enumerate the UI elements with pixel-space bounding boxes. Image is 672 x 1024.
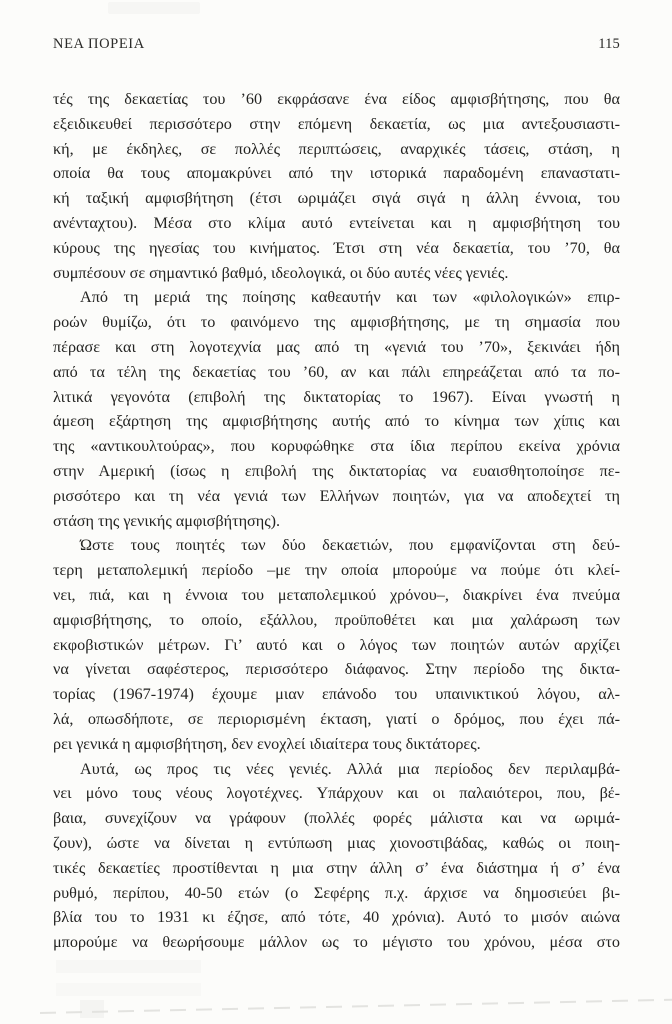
text-line: συμπέσουν σε σημαντικό βαθμό, ιδεολογικά, οι δύο αυτές νέες γενιές. xyxy=(53,263,509,282)
text-line: ρει γενικά η αμφισβήτηση, δεν ενοχλεί ιδιαίτερα τους δικτάτορες. xyxy=(53,734,481,753)
text-line: Από τη μεριά της ποίησης καθεαυτήν και των «φιλολογικών» επιρ- xyxy=(80,288,620,307)
text-line: λά, οπωσδήποτε, σε περιορισμένη έκταση, γιατί ο δρόμος, που έχει πά- xyxy=(53,709,620,728)
text-line: βλία του το 1931 κι έζησε, από τότε, 40 χρόνια). Αυτό το μισόν αιώνα xyxy=(53,908,620,927)
text-line: βαια, συνεχίζουν να γράφουν (πολλές φορές μάλιστα και να ωριμά- xyxy=(53,809,620,828)
text-line: ροών θυμίζω, ότι το φαινόμενο της αμφισβήτησης, με τη σημασία που xyxy=(53,313,620,332)
paragraph xyxy=(53,87,620,285)
paragraph xyxy=(53,533,620,756)
text-line: τές της δεκαετίας του ’60 εκφράσανε ένα είδος αμφισβήτησης, που θα xyxy=(53,90,620,108)
text-line: λιτικά γεγονότα (επιβολή της δικτατορίας το 1967). Είναι γνωστή η xyxy=(53,387,620,406)
scan-artifact-edge-line xyxy=(40,999,672,1014)
text-line: να γίνεται σαφέστερος, περισσότερο διάφανος. Στην περίοδο της δικτα- xyxy=(53,660,620,679)
paragraph xyxy=(53,757,620,955)
text-line: στάση της γενικής αμφισβήτησης). xyxy=(53,511,281,530)
running-title: ΝΕΑ ΠΟΡΕΙΑ xyxy=(53,36,145,52)
scan-artifact-top xyxy=(108,2,200,14)
text-line: Αυτά, ως προς τις νέες γενιές. Αλλά μια περίοδος δεν περιλαμβά- xyxy=(80,759,620,778)
text-line: τερη μεταπολεμική περίοδο –με την οποία μπορούμε να πούμε ότι κλεί- xyxy=(53,561,620,580)
text-line: κή ταξική αμφισβήτηση (έτσι ωριμάζει σιγά σιγά η άλλη έννοια, του xyxy=(53,189,620,208)
text-line: νει μόνο τους νέους λογοτέχνες. Υπάρχουν και οι παλαιότεροι, που, βέ- xyxy=(53,784,620,803)
text-line: κύρους της ηγεσίας του κινήματος. Έτσι στη νέα δεκαετία, του ’70, θα xyxy=(53,238,620,257)
page-number: 115 xyxy=(598,36,620,52)
text-line: άμεση εξάρτηση της αμφισβήτησης αυτής από το κίνημα των χίπις και xyxy=(53,412,620,431)
text-line: τορίας (1967-1974) έχουμε μιαν επάνοδο του υπαινικτικού λόγου, αλ- xyxy=(53,685,620,704)
text-line: ζουν), ώστε να δίνεται η εντύπωση μιας χιονοστιβάδας, καθώς οι ποιη- xyxy=(53,833,620,852)
paragraph xyxy=(53,285,620,533)
text-line: αμφισβήτησης, το οποίο, εξάλλου, προϋποθέτει και μια χαλάρωση των xyxy=(53,610,620,629)
text-line: τικές δεκαετίες προστίθενται η μια στην άλλη σ’ ένα διάστημα ή σ’ ένα xyxy=(53,858,620,877)
text-line: εκφοβιστικών μέτρων. Γι’ αυτό και ο λόγος των ποιητών αυτών αρχίζει xyxy=(53,635,620,654)
text-line: κή, με έκδηλες, σε πολλές περιπτώσεις, αναρχικές τάσεις, στάση, η xyxy=(53,139,620,158)
text-line: Ώστε τους ποιητές των δύο δεκαετιών, που εμφανίζονται στη δεύ- xyxy=(80,536,620,555)
scan-artifact-bottom-left xyxy=(56,960,201,973)
text-line: πέρασε και στη λογοτεχνία μας από τη «γενιά του ’70», ξεκινάει ήδη xyxy=(53,337,620,356)
text-body xyxy=(53,87,620,955)
text-line: ρισσότερο και τη νέα γενιά των Ελλήνων ποιητών, για να αποδεχτεί τη xyxy=(53,486,620,505)
scan-artifact-smudge xyxy=(80,1000,104,1018)
page-header xyxy=(53,36,620,53)
scan-artifact-bottom-left xyxy=(56,983,201,996)
text-line: οποία θα τους απομακρύνει από την ιστορικά παραδομένη επαναστατι- xyxy=(53,164,620,183)
text-line: ανένταχτου). Μέσα στο κλίμα αυτό εντείνεται και η αμφισβήτηση του xyxy=(53,213,620,232)
text-line: μπορούμε να θεωρήσουμε μάλλον ως το μέγιστο του χρόνου, μέσα στο xyxy=(53,933,620,952)
text-line: εξειδικευθεί περισσότερο στην επόμενη δεκαετία, ως μια αντεξουσιαστι- xyxy=(53,114,620,133)
text-line: νει, πιά, και η έννοια του μεταπολεμικού χρόνου–, διακρίνει ένα πνεύμα xyxy=(53,585,620,604)
text-line: ρυθμό, περίπου, 40-50 ετών (ο Σεφέρης π.χ. άρχισε να δημοσιεύει βι- xyxy=(53,883,620,902)
text-line: από τα τέλη της δεκαετίας του ’60, αν και πάλι επηρεάζεται από τα πο- xyxy=(53,362,620,381)
text-line: στην Αμερική (ίσως η επιβολή της δικτατορίας να ευαισθητοποίησε πε- xyxy=(53,461,620,480)
text-line: της «αντικουλτούρας», που κορυφώθηκε στα ίδια περίπου εκείνα χρόνια xyxy=(53,437,620,456)
